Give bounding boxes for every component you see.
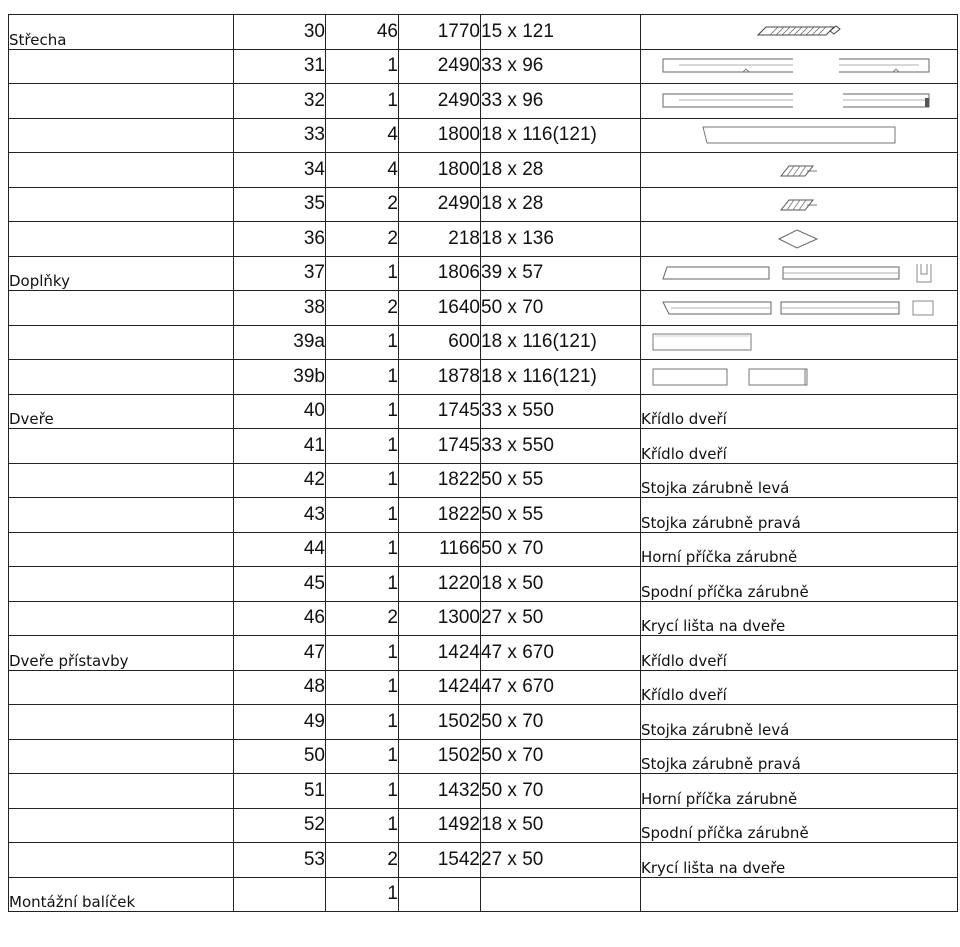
part-description: Horní příčka zárubně [641, 532, 958, 567]
quantity: 1 [326, 532, 399, 567]
cross-section: 50 x 55 [481, 498, 641, 533]
part-description: Stojka zárubně pravá [641, 739, 958, 774]
diamond-piece-icon [641, 222, 958, 257]
section-label-dvere-pristavby: Dveře přístavby [9, 636, 234, 671]
length-mm: 1424 [399, 670, 481, 705]
section-cell [9, 739, 234, 774]
quantity: 1 [326, 84, 399, 119]
position-number: 43 [234, 498, 326, 533]
part-description: Stojka zárubně levá [641, 705, 958, 740]
table-row [9, 877, 958, 912]
cross-section: 50 x 70 [481, 705, 641, 740]
parts-table-body [9, 15, 958, 912]
cross-section: 33 x 550 [481, 429, 641, 464]
part-description [641, 877, 958, 912]
table-row [9, 532, 958, 567]
quantity: 1 [326, 325, 399, 360]
cross-section: 18 x 116(121) [481, 118, 641, 153]
length-mm: 1878 [399, 360, 481, 395]
cross-section: 18 x 136 [481, 222, 641, 257]
length-mm: 1745 [399, 394, 481, 429]
table-row [9, 774, 958, 809]
length-mm: 1542 [399, 843, 481, 878]
split-board-icon [641, 360, 958, 395]
table-row [9, 360, 958, 395]
position-number: 37 [234, 256, 326, 291]
length-mm: 1424 [399, 636, 481, 671]
part-description: Krycí lišta na dveře [641, 601, 958, 636]
position-number: 42 [234, 463, 326, 498]
table-row [9, 49, 958, 84]
length-mm: 1502 [399, 705, 481, 740]
length-mm: 1822 [399, 498, 481, 533]
section-cell [9, 222, 234, 257]
cross-section: 18 x 50 [481, 808, 641, 843]
part-description: Spodní příčka zárubně [641, 808, 958, 843]
small-hatched-block-icon [641, 187, 958, 222]
cross-section: 18 x 116(121) [481, 325, 641, 360]
length-mm: 1502 [399, 739, 481, 774]
cross-section: 39 x 57 [481, 256, 641, 291]
length-mm: 1432 [399, 774, 481, 809]
quantity: 1 [326, 49, 399, 84]
part-description: Křídlo dveří [641, 429, 958, 464]
position-number [234, 877, 326, 912]
position-number: 45 [234, 567, 326, 602]
quantity: 1 [326, 463, 399, 498]
section-cell [9, 153, 234, 188]
position-number: 30 [234, 15, 326, 50]
quantity: 2 [326, 291, 399, 326]
length-mm: 2490 [399, 187, 481, 222]
table-row [9, 670, 958, 705]
quantity: 1 [326, 774, 399, 809]
table-row [9, 429, 958, 464]
short-board-icon [641, 325, 958, 360]
position-number: 32 [234, 84, 326, 119]
length-mm: 2490 [399, 49, 481, 84]
table-row [9, 15, 958, 50]
section-cell [9, 843, 234, 878]
position-number: 50 [234, 739, 326, 774]
section-label-montazni-balicek: Montážní balíček [9, 877, 234, 912]
length-mm: 1745 [399, 429, 481, 464]
long-beam-notched-icon [641, 49, 958, 84]
part-description: Křídlo dveří [641, 636, 958, 671]
cross-section: 50 x 70 [481, 532, 641, 567]
cross-section: 47 x 670 [481, 670, 641, 705]
position-number: 53 [234, 843, 326, 878]
section-cell [9, 532, 234, 567]
table-row [9, 705, 958, 740]
cross-section: 18 x 28 [481, 187, 641, 222]
length-mm [399, 877, 481, 912]
cross-section: 27 x 50 [481, 601, 641, 636]
table-row [9, 153, 958, 188]
quantity: 2 [326, 843, 399, 878]
part-description: Stojka zárubně levá [641, 463, 958, 498]
quantity: 2 [326, 187, 399, 222]
cross-section: 47 x 670 [481, 636, 641, 671]
table-row [9, 84, 958, 119]
quantity: 1 [326, 877, 399, 912]
cross-section: 33 x 550 [481, 394, 641, 429]
position-number: 34 [234, 153, 326, 188]
section-cell [9, 429, 234, 464]
cross-section: 33 x 96 [481, 49, 641, 84]
length-mm: 600 [399, 325, 481, 360]
cross-section: 50 x 70 [481, 774, 641, 809]
position-number: 47 [234, 636, 326, 671]
length-mm: 1166 [399, 532, 481, 567]
length-mm: 218 [399, 222, 481, 257]
small-hatched-block-icon [641, 153, 958, 188]
position-number: 40 [234, 394, 326, 429]
length-mm: 1800 [399, 118, 481, 153]
position-number: 31 [234, 49, 326, 84]
table-row [9, 256, 958, 291]
length-mm: 1640 [399, 291, 481, 326]
parts-table [8, 14, 958, 912]
table-row [9, 567, 958, 602]
table-row [9, 498, 958, 533]
length-mm: 1220 [399, 567, 481, 602]
cross-section: 18 x 28 [481, 153, 641, 188]
quantity: 46 [326, 15, 399, 50]
section-label-dvere: Dveře [9, 394, 234, 429]
part-description: Krycí lišta na dveře [641, 843, 958, 878]
section-cell [9, 498, 234, 533]
quantity: 1 [326, 705, 399, 740]
position-number: 41 [234, 429, 326, 464]
section-cell [9, 808, 234, 843]
part-description: Spodní příčka zárubně [641, 567, 958, 602]
cross-section: 15 x 121 [481, 15, 641, 50]
length-mm: 1492 [399, 808, 481, 843]
position-number: 36 [234, 222, 326, 257]
quantity: 4 [326, 153, 399, 188]
post-with-slot-icon [641, 256, 958, 291]
position-number: 46 [234, 601, 326, 636]
section-cell [9, 567, 234, 602]
table-row [9, 118, 958, 153]
quantity: 1 [326, 636, 399, 671]
quantity: 1 [326, 739, 399, 774]
quantity: 2 [326, 222, 399, 257]
quantity: 1 [326, 808, 399, 843]
part-description: Horní příčka zárubně [641, 774, 958, 809]
cross-section: 18 x 50 [481, 567, 641, 602]
part-description: Křídlo dveří [641, 394, 958, 429]
position-number: 52 [234, 808, 326, 843]
section-cell [9, 463, 234, 498]
hatched-slat-icon [641, 15, 958, 50]
length-mm: 2490 [399, 84, 481, 119]
section-cell [9, 670, 234, 705]
table-row [9, 636, 958, 671]
position-number: 44 [234, 532, 326, 567]
table-row [9, 808, 958, 843]
section-cell [9, 705, 234, 740]
position-number: 39b [234, 360, 326, 395]
part-description: Stojka zárubně pravá [641, 498, 958, 533]
quantity: 1 [326, 394, 399, 429]
post-with-square-icon [641, 291, 958, 326]
section-cell [9, 291, 234, 326]
position-number: 49 [234, 705, 326, 740]
position-number: 39a [234, 325, 326, 360]
cross-section: 50 x 70 [481, 739, 641, 774]
position-number: 33 [234, 118, 326, 153]
tapered-board-icon [641, 118, 958, 153]
quantity: 2 [326, 601, 399, 636]
length-mm: 1806 [399, 256, 481, 291]
section-label-strecha: Střecha [9, 15, 234, 50]
table-row [9, 739, 958, 774]
section-cell [9, 774, 234, 809]
table-row [9, 601, 958, 636]
table-row [9, 291, 958, 326]
cross-section [481, 877, 641, 912]
position-number: 48 [234, 670, 326, 705]
table-row [9, 463, 958, 498]
section-label-doplnky: Doplňky [9, 256, 234, 291]
length-mm: 1770 [399, 15, 481, 50]
table-row [9, 843, 958, 878]
position-number: 51 [234, 774, 326, 809]
section-cell [9, 360, 234, 395]
section-cell [9, 325, 234, 360]
table-row [9, 222, 958, 257]
quantity: 1 [326, 670, 399, 705]
part-description: Křídlo dveří [641, 670, 958, 705]
length-mm: 1300 [399, 601, 481, 636]
quantity: 1 [326, 429, 399, 464]
section-cell [9, 601, 234, 636]
section-cell [9, 49, 234, 84]
quantity: 1 [326, 498, 399, 533]
position-number: 35 [234, 187, 326, 222]
table-row [9, 187, 958, 222]
cross-section: 33 x 96 [481, 84, 641, 119]
long-beam-end-icon [641, 84, 958, 119]
length-mm: 1800 [399, 153, 481, 188]
quantity: 1 [326, 360, 399, 395]
quantity: 1 [326, 567, 399, 602]
length-mm: 1822 [399, 463, 481, 498]
cross-section: 27 x 50 [481, 843, 641, 878]
section-cell [9, 84, 234, 119]
table-row [9, 394, 958, 429]
section-cell [9, 118, 234, 153]
quantity: 4 [326, 118, 399, 153]
cross-section: 50 x 55 [481, 463, 641, 498]
quantity: 1 [326, 256, 399, 291]
position-number: 38 [234, 291, 326, 326]
table-row [9, 325, 958, 360]
section-cell [9, 187, 234, 222]
cross-section: 18 x 116(121) [481, 360, 641, 395]
cross-section: 50 x 70 [481, 291, 641, 326]
